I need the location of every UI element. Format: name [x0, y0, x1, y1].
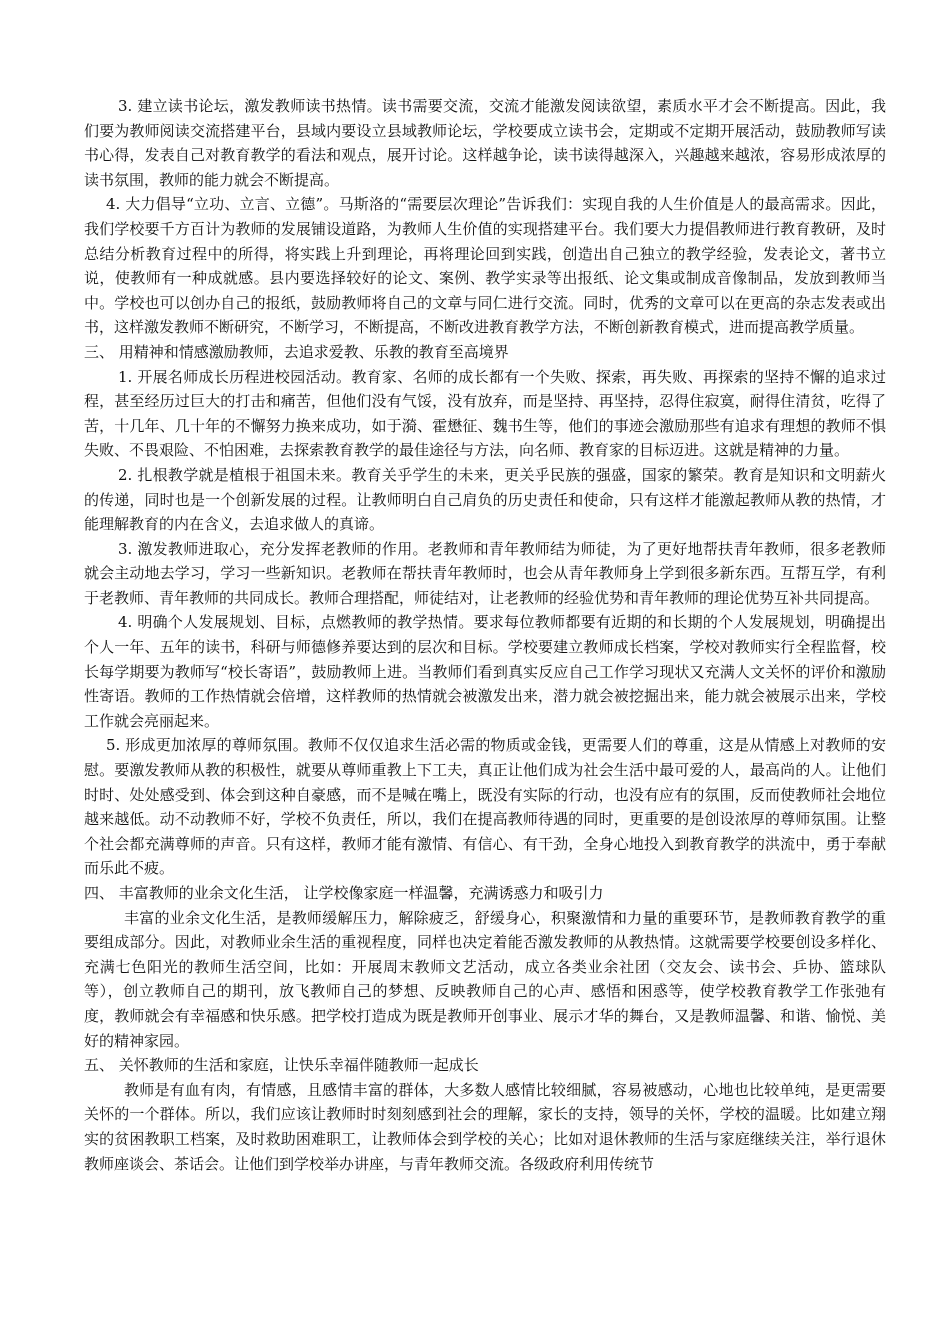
paragraph-senior-teachers: 3. 激发教师进取心，充分发挥老教师的作用。老教师和青年教师结为师徒，为了更好地帮扶青年教师，很多老教师就会主动地去学习，学习一些新知识。老教师在帮扶青年教师时，也会从青年教师身上学到很多新东西。互帮互学，有利于老教师、青年教师的共同成长。教师合理搭配，师徒结对，让老教师的经验优势和青年教师的理论优势互补共同提高。 [84, 539, 886, 607]
section-heading-3: 三、 用精神和情感激励教师，去追求爱教、乐教的教育至高境界 [84, 342, 509, 361]
paragraph-respect-atmosphere: 5. 形成更加浓厚的尊师氛围。教师不仅仅追求生活必需的物质或金钱，更需要人们的尊重，这是从情感上对教师的安慰。要激发教师从教的积极性，就要从尊师重教上下工夫，真正让他们成为社会生活中最可爱的人，最高尚的人。让他们时时、处处感受到、体会到这种自豪感，而不是喊在嘴上，既没有实际的行动，也没有应有的氛围，反而使教师社会地位越来越低。动不动教师不好，学校不负责任，所以，我们在提高教师待遇的同时，更重要的是创设浓厚的尊师氛围。让整个社会都充满尊师的声音。只有这样，教师才能有激情、有信心、有干劲，全身心地投入到教育教学的洪流中，勇于奉献而乐此不疲。 [84, 736, 886, 878]
paragraph-reading-forum: 3. 建立读书论坛，激发教师读书热情。读书需要交流，交流才能激发阅读欲望，素质水平才会不断提高。因此，我们要为教师阅读交流搭建平台，县域内要设立县域教师论坛，学校要成立读书会，定期或不定期开展活动，鼓励教师写读书心得，发表自己对教育教学的看法和观点，展开讨论。这样越争论，读书读得越深入，兴趣越来越浓，容易形成浓厚的读书氛围，教师的能力就会不断提高。 [84, 97, 886, 189]
section-heading-5: 五、 关怀教师的生活和家庭，让快乐幸福伴随教师一起成长 [84, 1056, 479, 1075]
paragraph-master-teacher-growth: 1. 开展名师成长历程进校园活动。教育家、名师的成长都有一个失败、探索，再失败、再探索的坚持不懈的追求过程，甚至经历过巨大的打击和痛苦，但他们没有气馁，没有放弃，而是坚持、再坚持，忍得住寂寞，耐得住清贫，吃得了苦，十几年、几十年的不懈努力换来成功，如于漪、霍懋征、魏书生等，他们的事迹会激励那些有追求有理想的教师不惧失败、不畏艰险、不怕困难，去探索教育教学的最佳途径与方法，向名师、教育家的目标迈进。这就是精神的力量。 [84, 367, 886, 460]
paragraph-cultural-life: 丰富的业余文化生活，是教师缓解压力，解除疲乏，舒缓身心，积聚激情和力量的重要环节，是教师教育教学的重要组成部分。因此，对教师业余生活的重视程度，同样也决定着能否激发教师的从教热情。这就需要学校要创设多样化、充满七色阳光的教师生活空间，比如：开展周末教师文艺活动，成立各类业余社团（交友会、读书会、乒协、篮球队等），创立教师自己的期刊，放飞教师自己的梦想、反映教师自己的心声、感悟和困惑等，使学校教育教学工作张弛有度，教师就会有幸福感和快乐感。把学校打造成为既是教师开创事业、展示才华的舞台，又是教师温馨、和谐、愉悦、美好的精神家园。 [84, 908, 886, 1050]
paragraph-personal-plan: 4. 明确个人发展规划、目标，点燃教师的教学热情。要求每位教师都要有近期的和长期的个人发展规划，明确提出个人一年、五年的读书，科研与师德修养要达到的层次和目标。学校要建立教师成长档案，学校对教师实行全程监督，校长每学期要为教师写“校长寄语”，鼓励教师上进。当教师们看到真实反应自己工作学习现状又充满人文关怀的评价和激励性寄语。教师的工作热情就会倍增，这样教师的热情就会被激发出来，潜力就会被挖掘出来，能力就会被展示出来，学校工作就会亮丽起来。 [84, 613, 886, 730]
document-page [84, 94, 886, 1176]
paragraph-care-family: 教师是有血有肉，有情感，且感情丰富的群体，大多数人感情比较细腻，容易被感动，心地也比较单纯，是更需要关怀的一个群体。所以，我们应该让教师时时刻刻感到社会的理解，家长的支持，领导的关怀，学校的温暖。比如建立翔实的贫困教职工档案，及时救助困难职工，让教师体会到学校的关心；比如对退休教师的生活与家庭继续关注，举行退休教师座谈会、茶话会。让他们到学校举办讲座，与青年教师交流。各级政府利用传统节 [84, 1080, 886, 1173]
paragraph-rooted-teaching: 2. 扎根教学就是植根于祖国未来。教育关乎学生的未来，更关乎民族的强盛，国家的繁荣。教育是知识和文明薪火的传递，同时也是一个创新发展的过程。让教师明白自己肩负的历史责任和使命，只有这样才能激起教师从教的热情，才能理解教育的内在含义，去追求做人的真谛。 [84, 465, 886, 534]
section-heading-4: 四、 丰富教师的业余文化生活， 让学校像家庭一样温馨，充满诱惑力和吸引力 [84, 884, 604, 902]
paragraph-merit-speech-virtue: 4. 大力倡导“立功、立言、立德”。马斯洛的“需要层次理论”告诉我们：实现自我的人生价值是人的最高需求。因此，我们学校要千方百计为教师的发展铺设道路，为教师人生价值的实现搭建平台。我们要大力提倡教师进行教育教研，及时总结分析教育过程中的所得，将实践上升到理论，再将理论回到实践，创造出自己独立的教学经验，发表论文，著书立说，使教师有一种成就感。县内要选择较好的论文、案例、教学实录等出报纸、论文集或制成音像制品，发放到教师当中。学校也可以创办自己的报纸，鼓励教师将自己的文章与同仁进行交流。同时，优秀的文章可以在更高的杂志发表或出书，这样激发教师不断研究，不断学习，不断提高，不断改进教育教学方法，不断创新教育模式，进而提高教学质量。 [84, 195, 886, 337]
